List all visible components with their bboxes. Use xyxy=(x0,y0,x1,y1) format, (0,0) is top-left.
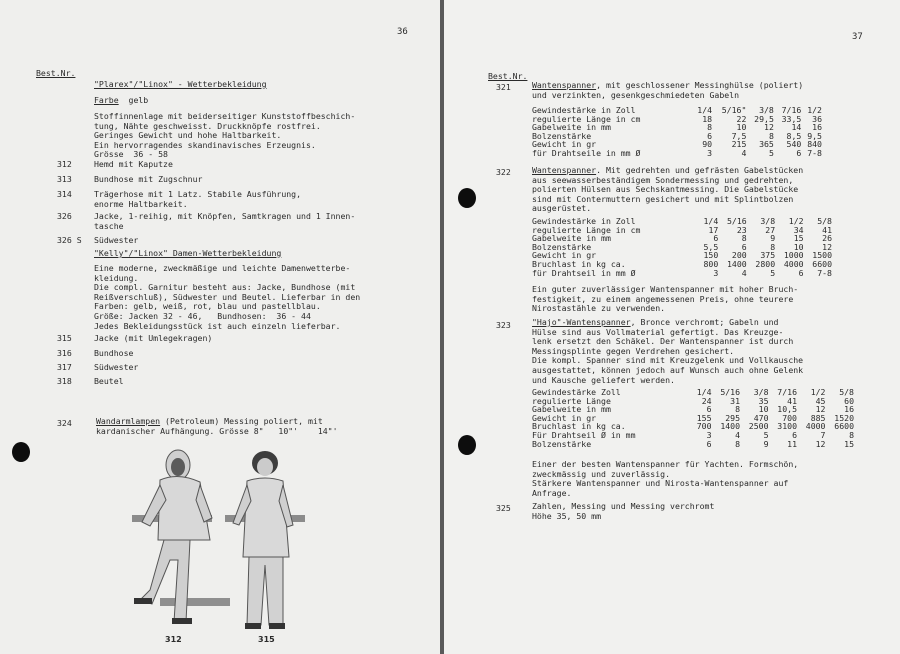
spec-value: 5,5 xyxy=(703,241,719,252)
spec-value: 14 xyxy=(791,122,802,133)
figure-ladies-jacket xyxy=(225,445,305,635)
item-text: Trägerhose mit 1 Latz. Stabile Ausführung, enorme Haltbarkeit. xyxy=(94,189,302,209)
plarex-description-line: tung, Nähte geschweisst. Druckknöpfe rostfrei. xyxy=(94,120,321,131)
spec-value: 1/2 xyxy=(810,387,826,397)
spec-value: 3/8 xyxy=(759,105,774,115)
item-text: Bundhose xyxy=(94,348,134,358)
spec-value: 35 xyxy=(758,395,769,406)
item-text: Jacke, 1-reihig, mit Knöpfen, Samtkragen und 1 Innen- tasche xyxy=(94,211,356,231)
item-number: 312 xyxy=(57,159,72,169)
item-number: 323 xyxy=(496,320,511,330)
item-322-description-line: ausgerüstet. xyxy=(532,203,592,214)
item-322-description-line: aus seewasserbeständigem Sondermessing und gedrehten, xyxy=(532,174,794,185)
spec-value: 10 xyxy=(793,241,804,252)
item-321-title: Wantenspanner xyxy=(532,80,597,90)
spec-value: 700 xyxy=(782,412,797,423)
spec-value: 5 xyxy=(770,267,776,278)
lamp-description: Wandarmlampen (Petroleum) Messing poliert, mit kardanischer Aufhängung. Grösse 8" 10"' 14"' xyxy=(96,416,338,436)
spec-value: 1/4 xyxy=(697,105,713,115)
color-value: gelb xyxy=(128,95,149,105)
color-label: Farbe xyxy=(94,95,119,105)
kelly-description-line: Eine moderne, zweckmäßige und leichte Damenwetterbe- xyxy=(94,263,351,273)
spec-value: 7-8 xyxy=(817,267,832,278)
kelly-description-line: Farben: gelb, weiß, rot, blau und pastellblau. xyxy=(94,301,321,312)
kelly-description xyxy=(94,264,360,331)
item-325-description: Zahlen, Messing und Messing verchromt Höhe 35, 50 mm xyxy=(532,501,715,521)
spec-value: 5/16 xyxy=(727,216,747,226)
spec-label: Bolzenstärke xyxy=(532,438,592,449)
figure-caption-315: 315 xyxy=(258,635,275,644)
spec-value: 41 xyxy=(787,395,797,406)
spec-value: 8 xyxy=(849,429,854,440)
item-number: 316 xyxy=(57,348,72,358)
spec-label: Gewicht in gr xyxy=(532,139,597,150)
spec-value: 700 xyxy=(696,421,712,432)
spec-value: 7/16 xyxy=(777,387,797,397)
spec-value: 5/8 xyxy=(839,387,854,397)
item-322-note-line: festigkeit, zu einem angemessenen Preis, ohne teurere xyxy=(532,293,794,304)
spec-value: 10 xyxy=(736,122,747,133)
spec-label: Gabelweite in mm xyxy=(532,404,611,415)
item-322-description xyxy=(532,166,803,214)
spec-value: 2500 xyxy=(748,421,769,432)
item-323-description xyxy=(532,318,803,385)
spec-value: 2800 xyxy=(755,258,776,269)
spec-value: 12 xyxy=(815,438,826,449)
spec-table-321 xyxy=(532,106,822,158)
spec-value: 1000 xyxy=(783,250,804,261)
spec-label: Gabelweite in mm xyxy=(532,233,611,244)
page-number: 37 xyxy=(852,32,863,42)
spec-value: 4 xyxy=(735,429,741,440)
item-number: 321 xyxy=(496,82,511,92)
spec-value: 7 xyxy=(820,429,826,440)
spec-value: 16 xyxy=(812,122,822,133)
plarex-description-line: Grösse 36 - 58 xyxy=(94,149,168,160)
item-number: 314 xyxy=(57,189,72,199)
item-322-note-line: Nirostastähle zu verwenden. xyxy=(532,303,666,314)
spec-value: 5 xyxy=(768,147,774,158)
spec-value: 6 xyxy=(741,241,747,252)
page-number: 36 xyxy=(397,27,408,37)
spec-value: 3/8 xyxy=(753,387,769,397)
spec-value: 5/16 xyxy=(720,387,741,397)
spec-label: Gewindestärke in Zoll xyxy=(532,216,636,226)
spec-table-322 xyxy=(532,217,832,277)
kelly-description-line: Reißverschluß), Südwester und Beutel. Lieferbar in den xyxy=(94,291,361,302)
spec-value: 8 xyxy=(741,233,747,244)
section-title-kelly: "Kelly"/"Linox" Damen-Wetterbekleidung xyxy=(94,248,282,258)
spec-value: 12 xyxy=(764,122,774,133)
spec-value: 8 xyxy=(735,404,741,415)
spec-value: 1/2 xyxy=(807,105,822,115)
item-number: 322 xyxy=(496,167,511,177)
item-number: 318 xyxy=(57,376,72,386)
spec-value: 4000 xyxy=(783,258,804,269)
spec-label: Gewindestärke Zoll xyxy=(532,387,621,397)
spec-value: 16 xyxy=(844,404,854,415)
spec-value: 1500 xyxy=(812,250,832,261)
spec-value: 15 xyxy=(844,438,854,449)
spec-value: 6 xyxy=(798,267,804,278)
spec-value: 36 xyxy=(812,113,822,124)
spec-value: 365 xyxy=(759,139,774,150)
item-323-description-line: lenk ersetzt den Schäkel. Der Wantenspanner ist durch xyxy=(532,336,794,347)
spec-label: Für Drahtseil Ø in mm xyxy=(532,429,636,440)
spec-label: Gewicht in gr xyxy=(532,250,597,261)
punch-hole xyxy=(12,442,30,462)
item-number: 315 xyxy=(57,333,72,343)
spec-value: 1400 xyxy=(720,421,741,432)
spec-value: 26 xyxy=(822,233,832,244)
spec-value: 9,5 xyxy=(807,130,822,141)
item-number: 317 xyxy=(57,362,72,372)
spec-value: 31 xyxy=(730,395,741,406)
spec-value: 45 xyxy=(815,395,826,406)
spec-row xyxy=(532,440,854,449)
spec-label: regulierte Länge in cm xyxy=(532,224,641,235)
spec-label: für Drahtseil in mm Ø xyxy=(532,267,636,278)
spec-value: 1400 xyxy=(727,258,747,269)
item-323-description-line: Messingsplinte gegen Verdrehen gesichert. xyxy=(532,345,735,356)
item-322-note-line: Ein guter zuverlässiger Wantenspanner mit hoher Bruch- xyxy=(532,284,799,294)
spec-value: 8 xyxy=(707,122,713,133)
spec-value: 90 xyxy=(702,139,713,150)
spec-value: 11 xyxy=(787,438,797,449)
figure-caption-312: 312 xyxy=(165,635,182,644)
spec-label: Bolzenstärke xyxy=(532,241,592,252)
kelly-description-line: Jedes Bekleidungsstück ist auch einzeln lieferbar. xyxy=(94,320,341,331)
plarex-description-line: Ein hervorragendes skandinavisches Erzeugnis. xyxy=(94,139,316,150)
item-323-description-line: Die kompl. Spanner sind mit Kreuzgelenk und Vollkausche xyxy=(532,355,804,366)
column-header: Best.Nr. xyxy=(36,68,76,78)
lamp-title: Wandarmlampen xyxy=(96,416,161,426)
spec-value: 840 xyxy=(807,139,822,150)
spec-value: 150 xyxy=(703,250,719,261)
left-page xyxy=(0,0,440,654)
spec-value: 4 xyxy=(741,147,747,158)
spec-value: 24 xyxy=(701,395,712,406)
spec-value: 1/2 xyxy=(788,216,804,226)
spec-value: 800 xyxy=(703,258,719,269)
spec-value: 7-8 xyxy=(807,147,822,158)
spec-value: 6 xyxy=(706,404,712,415)
plarex-description-line: Geringes Gewicht und hohe Haltbarkeit. xyxy=(94,130,282,141)
spec-value: 8 xyxy=(770,241,776,252)
spec-label: Bruchlast in kg ca. xyxy=(532,421,626,432)
spec-value: 155 xyxy=(696,412,712,423)
spec-value: 7,5 xyxy=(731,130,747,141)
spec-value: 5 xyxy=(763,429,769,440)
spec-row xyxy=(532,269,832,278)
spec-value: 6 xyxy=(713,233,719,244)
spec-value: 4000 xyxy=(805,421,826,432)
item-text: Beutel xyxy=(94,376,124,386)
color-line xyxy=(94,96,148,106)
item-number: 326 xyxy=(57,211,72,221)
spec-value: 6600 xyxy=(834,421,854,432)
item-323-note-line: Anfrage. xyxy=(532,487,572,498)
spec-value: 8 xyxy=(735,438,741,449)
punch-hole xyxy=(458,188,476,208)
spec-value: 29,5 xyxy=(754,113,774,124)
item-322-description-line: polierten Hülsen aus Sechskantmessing. Die Gabelstücke xyxy=(532,184,799,195)
spec-value: 8 xyxy=(768,130,774,141)
spec-value: 5/8 xyxy=(817,216,832,226)
spec-value: 470 xyxy=(753,412,769,423)
item-322-note xyxy=(532,285,798,314)
spec-value: 12 xyxy=(815,404,826,415)
figure-rain-jacket-man xyxy=(120,440,230,635)
spec-row xyxy=(532,149,822,158)
spec-value: 12 xyxy=(822,241,832,252)
spec-value: 885 xyxy=(810,412,826,423)
spec-label: Bruchlast in kg ca. xyxy=(532,258,626,269)
spec-label: für Drahtseile in mm Ø xyxy=(532,147,641,158)
item-323-note-line: Stärkere Wantenspanner und Nirosta-Wantenspanner auf xyxy=(532,478,789,489)
item-323-note-line: zweckmässig und zuverlässig. xyxy=(532,468,671,479)
spec-value: 10,5 xyxy=(777,404,797,415)
item-323-note xyxy=(532,460,798,498)
item-322-description-title: Wantenspanner xyxy=(532,165,597,175)
item-323-description-title: "Hajo"-Wantenspanner xyxy=(532,317,631,327)
item-text: Jacke (mit Umlegekragen) xyxy=(94,333,213,343)
spec-value: 33,5 xyxy=(781,113,802,124)
item-323-description-line: Hülse sind aus Vollmaterial gefertigt. Das Kreuzge- xyxy=(532,326,784,337)
punch-hole xyxy=(458,435,476,455)
spec-value: 3100 xyxy=(777,421,797,432)
spec-value: 1/4 xyxy=(696,387,712,397)
spec-value: 200 xyxy=(731,250,747,261)
spec-value: 215 xyxy=(731,139,747,150)
spec-value: 6 xyxy=(706,438,712,449)
spec-value: 9 xyxy=(763,438,769,449)
spec-value: 18 xyxy=(702,113,713,124)
item-number: 313 xyxy=(57,174,72,184)
spec-value: 6600 xyxy=(812,258,832,269)
spec-value: 3 xyxy=(707,147,713,158)
item-number: 324 xyxy=(57,418,72,428)
spec-table-323 xyxy=(532,388,854,448)
spec-value: 6 xyxy=(792,429,797,440)
spec-value: 540 xyxy=(786,139,802,150)
spec-value: 295 xyxy=(725,412,741,423)
item-number: 326 S xyxy=(57,235,82,245)
spec-value: 34 xyxy=(793,224,804,235)
spec-label: Gewicht in gr xyxy=(532,412,597,423)
kelly-description-line: Größe: Jacken 32 - 46, Bundhosen: 36 - 44 xyxy=(94,310,311,321)
plarex-description-line: Stoffinnenlage mit beiderseitiger Kunststoffbeschich- xyxy=(94,111,356,121)
item-text: Südwester xyxy=(94,362,139,372)
item-321-description: Wantenspanner, mit geschlossener Messinghülse (poliert) und verzinkten, gesenkgeschmiedeten Gabeln xyxy=(532,80,804,100)
spec-value: 22 xyxy=(736,113,747,124)
spec-value: 9 xyxy=(770,233,776,244)
item-text: Hemd mit Kaputze xyxy=(94,159,173,169)
spec-value: 5/16" xyxy=(721,105,747,115)
spec-label: Bolzenstärke xyxy=(532,130,592,141)
spec-value: 41 xyxy=(822,224,832,235)
item-text: Bundhose mit Zugschnur xyxy=(94,174,203,184)
spec-label: Gewindestärke in Zoll xyxy=(532,105,636,115)
spec-value: 375 xyxy=(760,250,776,261)
spec-value: 6 xyxy=(707,130,713,141)
spec-label: Gabelweite in mm xyxy=(532,122,611,133)
item-number: 325 xyxy=(496,503,511,513)
plarex-description xyxy=(94,112,355,160)
kelly-description-line: kleidung. xyxy=(94,272,139,283)
spec-value: 3 xyxy=(706,429,712,440)
spec-value: 6 xyxy=(796,147,802,158)
section-title-plarex: "Plarex"/"Linox" - Wetterbekleidung xyxy=(94,79,267,89)
item-322-description-line: Wantenspanner. Mit gedrehten und gefrästen Gabelstücken xyxy=(532,165,804,175)
item-323-description-line: "Hajo"-Wantenspanner, Bronce verchromt; Gabeln und xyxy=(532,317,779,327)
column-header: Best.Nr. xyxy=(488,71,528,81)
spec-value: 23 xyxy=(736,224,747,235)
kelly-description-line: Die compl. Garnitur besteht aus: Jacke, Bundhose (mit xyxy=(94,282,356,293)
item-322-description-line: sind mit Contermuttern gesichert und mit Splintbolzen xyxy=(532,193,794,204)
spec-value: 1520 xyxy=(834,412,854,423)
right-page xyxy=(444,0,900,654)
item-text: Südwester xyxy=(94,235,139,245)
item-323-description-line: ausgestattet, können jedoch auf Wunsch auch ohne Gelenk xyxy=(532,364,804,375)
spec-value: 7/16 xyxy=(781,105,802,115)
spec-label: regulierte Länge in cm xyxy=(532,113,641,124)
spec-value: 27 xyxy=(765,224,776,235)
item-323-description-line: und Kausche geliefert werden. xyxy=(532,374,675,385)
spec-value: 15 xyxy=(793,233,804,244)
spec-value: 4 xyxy=(741,267,747,278)
spec-value: 3/8 xyxy=(760,216,776,226)
item-323-note-line: Einer der besten Wantenspanner für Yachten. Formschön, xyxy=(532,459,799,469)
spec-value: 3 xyxy=(713,267,719,278)
spec-value: 17 xyxy=(708,224,719,235)
spec-label: regulierte Länge xyxy=(532,395,611,406)
spec-value: 8,5 xyxy=(786,130,802,141)
spec-value: 10 xyxy=(758,404,769,415)
spec-value: 1/4 xyxy=(703,216,719,226)
spec-value: 60 xyxy=(844,395,854,406)
